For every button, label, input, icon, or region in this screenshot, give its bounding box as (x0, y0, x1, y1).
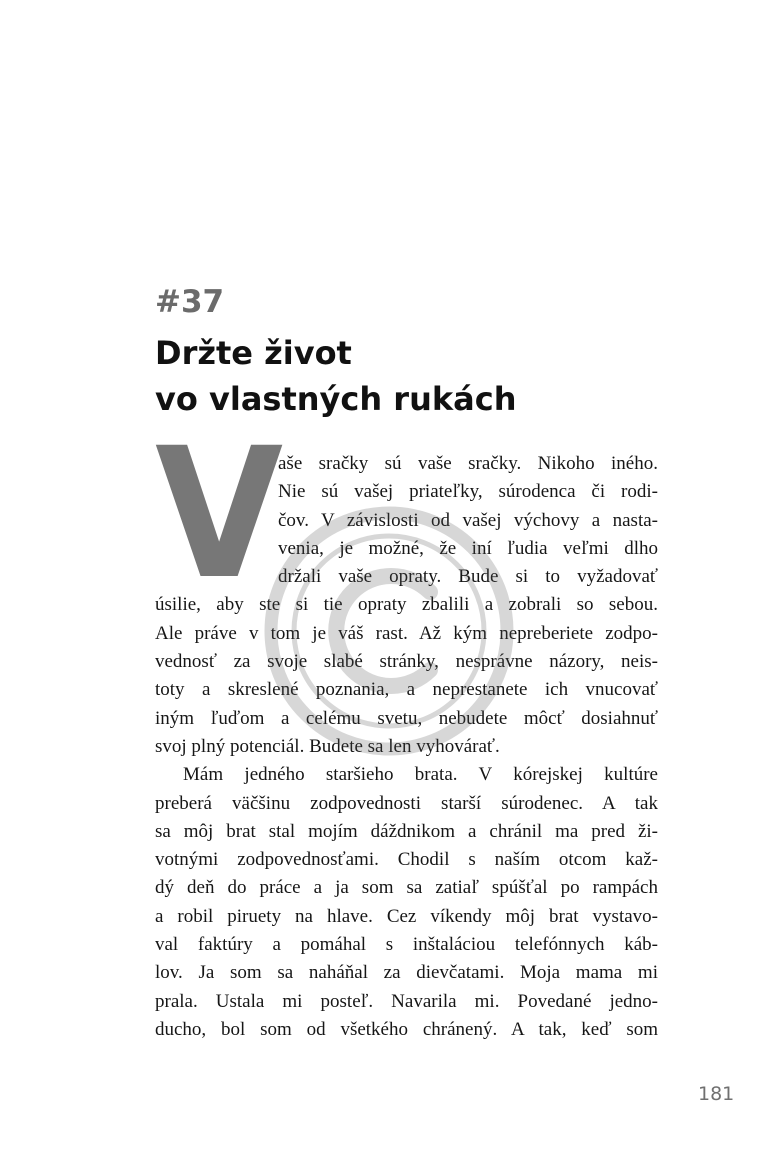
body-text (155, 450, 658, 1044)
text-line: iným ľuďom a celému svetu, nebudete môcť dosiahnuť (155, 707, 658, 729)
text-line: Ale práve v tom je váš rast. Až kým nepreberiete zodpo- (155, 622, 658, 644)
text-line: úsilie, aby ste si tie opraty zbalili a zobrali so sebou. (155, 594, 658, 616)
text-line: svoj plný potenciál. Budete sa len vyhovárať. (155, 735, 500, 757)
text-line: val faktúry a pomáhal s inštaláciou telefónnych káb- (155, 934, 658, 956)
text-line: sa môj brat stal mojím dáždnikom a chránil ma pred ži- (155, 820, 658, 842)
text-line: toty a skreslené poznania, a neprestanete ich vnucovať (155, 679, 658, 701)
text-line: aše sračky sú vaše sračky. Nikoho iného. (278, 453, 658, 474)
text-line: a robil piruety na hlave. Cez víkendy môj brat vystavo- (155, 905, 658, 927)
chapter-title-line: vo vlastných rukách (155, 380, 517, 418)
page-number: 181 (698, 1083, 735, 1105)
drop-cap: V (155, 410, 284, 619)
text-line: Nie sú vašej priateľky, súrodenca či rodi- (278, 481, 658, 503)
text-line: prala. Ustala mi posteľ. Navarila mi. Povedané jedno- (155, 990, 658, 1012)
text-line: ducho, bol som od všetkého chránený. A tak, keď som (155, 1018, 658, 1040)
paragraph-1 (155, 450, 658, 761)
text-line: lov. Ja som sa naháňal za dievčatami. Moja mama mi (155, 962, 658, 984)
text-line: dý deň do práce a ja som sa zatiaľ spúšťal po rampách (155, 877, 658, 899)
text-line: čov. V závislosti od vašej výchovy a nasta- (278, 509, 658, 531)
chapter-number: #37 (155, 284, 225, 320)
paragraph-2 (155, 761, 658, 1044)
text-line: votnými zodpovednosťami. Chodil s naším otcom kaž- (155, 849, 658, 871)
text-line: Mám jedného staršieho brata. V kórejskej kultúre (183, 764, 658, 786)
text-line: držali vaše opraty. Bude si to vyžadovať (278, 566, 658, 588)
text-line: venia, je možné, že iní ľudia veľmi dlho (278, 537, 658, 559)
chapter-title-line: Držte život (155, 334, 352, 372)
text-line: vednosť za svoje slabé stránky, nesprávne názory, neis- (155, 651, 658, 673)
text-line: preberá väčšinu zodpovednosti starší súrodenec. A tak (155, 792, 658, 814)
chapter-title (155, 330, 516, 422)
